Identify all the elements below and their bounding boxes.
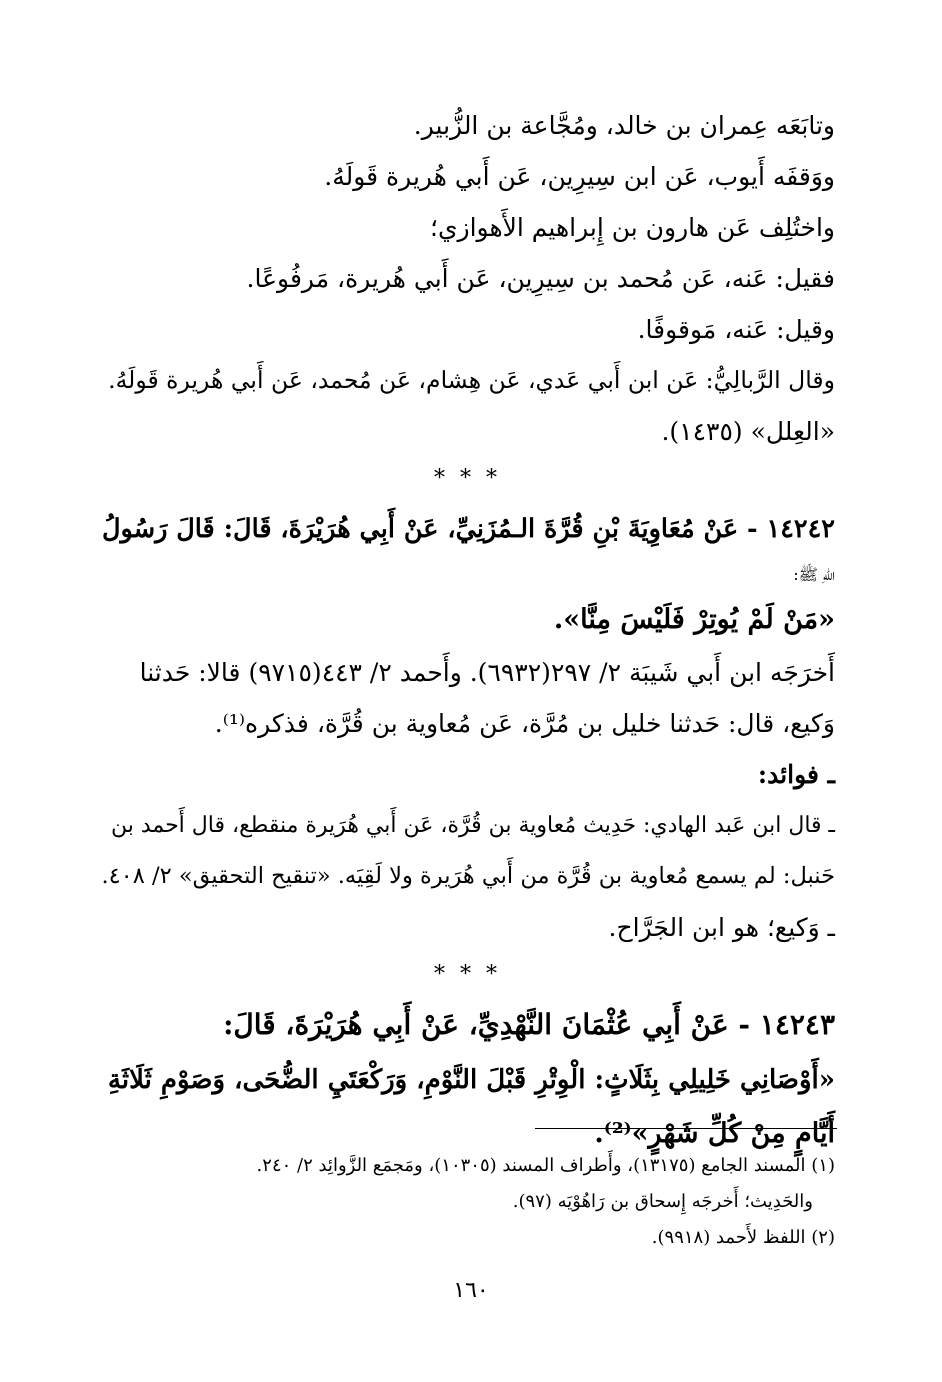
text-line: ووَقفَه أَيوب، عَن ابن سِيرِين، عَن أَبي هُريرة قَولَهُ. [324,162,835,191]
hadith-text: «مَنْ لَمْ يُوتِرْ فَلَيْسَ مِنَّا». [553,604,835,635]
page-body [100,100,835,1161]
fawaid-line: ـ قال ابن عَبد الهادي: حَدِيث مُعاوية بن قُرَّة، عَن أَبي هُرَيرة منقطع، قال أَحمد بن [110,813,835,838]
fawaid-label: ـ فوائد: [757,760,835,789]
footnotes [150,1148,835,1256]
hadith-heading: ١٤٢٤٣ - عَنْ أَبِي عُثْمَانَ النَّهْدِيِّ، عَنْ أَبِي هُرَيْرَةَ، قَالَ: [223,1008,835,1041]
footnote-divider [535,1128,837,1129]
hadith-text: «أَوْصَانِي خَلِيلِي بِثَلَاثٍ: الْوِتْرِ قَبْلَ النَّوْمِ، وَرَكْعَتَيِ الضُّحَى، وَصَوْمِ ثَلَاثَةِ [107,1065,835,1095]
text-line: «العِلل» (١٤٣٥). [661,417,835,446]
text-line: وتابَعَه عِمران بن خالد، ومُجَّاعة بن الزُّبير. [413,111,835,140]
text-line: وقال الرَّبالِيُّ: عَن ابن أَبي عَدي، عَن هِشام، عَن مُحمد، عَن أَبي هُريرة قَولَهُ. [108,366,835,394]
fawaid-line: ـ وَكيع؛ هو ابن الجَرَّاح. [608,913,835,942]
takhrij-line: وَكيع، قال: حَدثنا خليل بن مُرَّة، عَن مُعاوية بن قُرَّة، فذكره⁽¹⁾. [214,709,835,738]
text-line: واختُلِف عَن هارون بن إِبراهيم الأَهوازي؛ [430,213,835,242]
text-line: وقيل: عَنه، مَوقوفًا. [637,315,835,344]
takhrij-line: أَخرَجَه ابن أَبي شَيبَة ٢/ ٢٩٧(٦٩٣٢). وأَحمد ٢/ ٤٤٣(٩٧١٥) قالا: حَدثنا [139,658,835,687]
section-separator: * * * [434,466,501,491]
text-line: فقيل: عَنه، عَن مُحمد بن سِيرِين، عَن أَبي هُريرة، مَرفُوعًا. [246,264,835,293]
fawaid-line: حَنبل: لم يسمع مُعاوية بن قُرَّة من أَبي هُرَيرة ولا لَقِيَه. «تنقيح التحقيق» ٢/ ٤٠٨. [101,863,835,889]
section-separator: * * * [434,962,501,987]
hadith-text: أَيَّامٍ مِنْ كُلِّ شَهْرٍ»⁽²⁾. [594,1118,835,1149]
hadith-heading: ١٤٢٤٢ - عَنْ مُعَاوِيَةَ بْنِ قُرَّةَ الـمُزَنِيِّ، عَنْ أَبِي هُرَيْرَةَ، قَالَ: قَالَ رَسُولُ [102,514,835,544]
page-number: ١٦٠ [453,1278,489,1303]
footnote: والحَدِيث؛ أَخرجَه إِسحاق بن رَاهُوْيَه (٩٧). [512,1191,813,1212]
footnote: (٢) اللفظ لأَحمد (٩٩١٨). [651,1227,835,1248]
footnote: (١) المسند الجامع (١٣١٧٥)، وأَطراف المسند (١٠٣٠٥)، ومَجمَع الزَّوائِد ٢/ ٢٤٠. [256,1155,835,1176]
hadith-heading-continuation: اللهِ ﷺ: [793,565,835,584]
